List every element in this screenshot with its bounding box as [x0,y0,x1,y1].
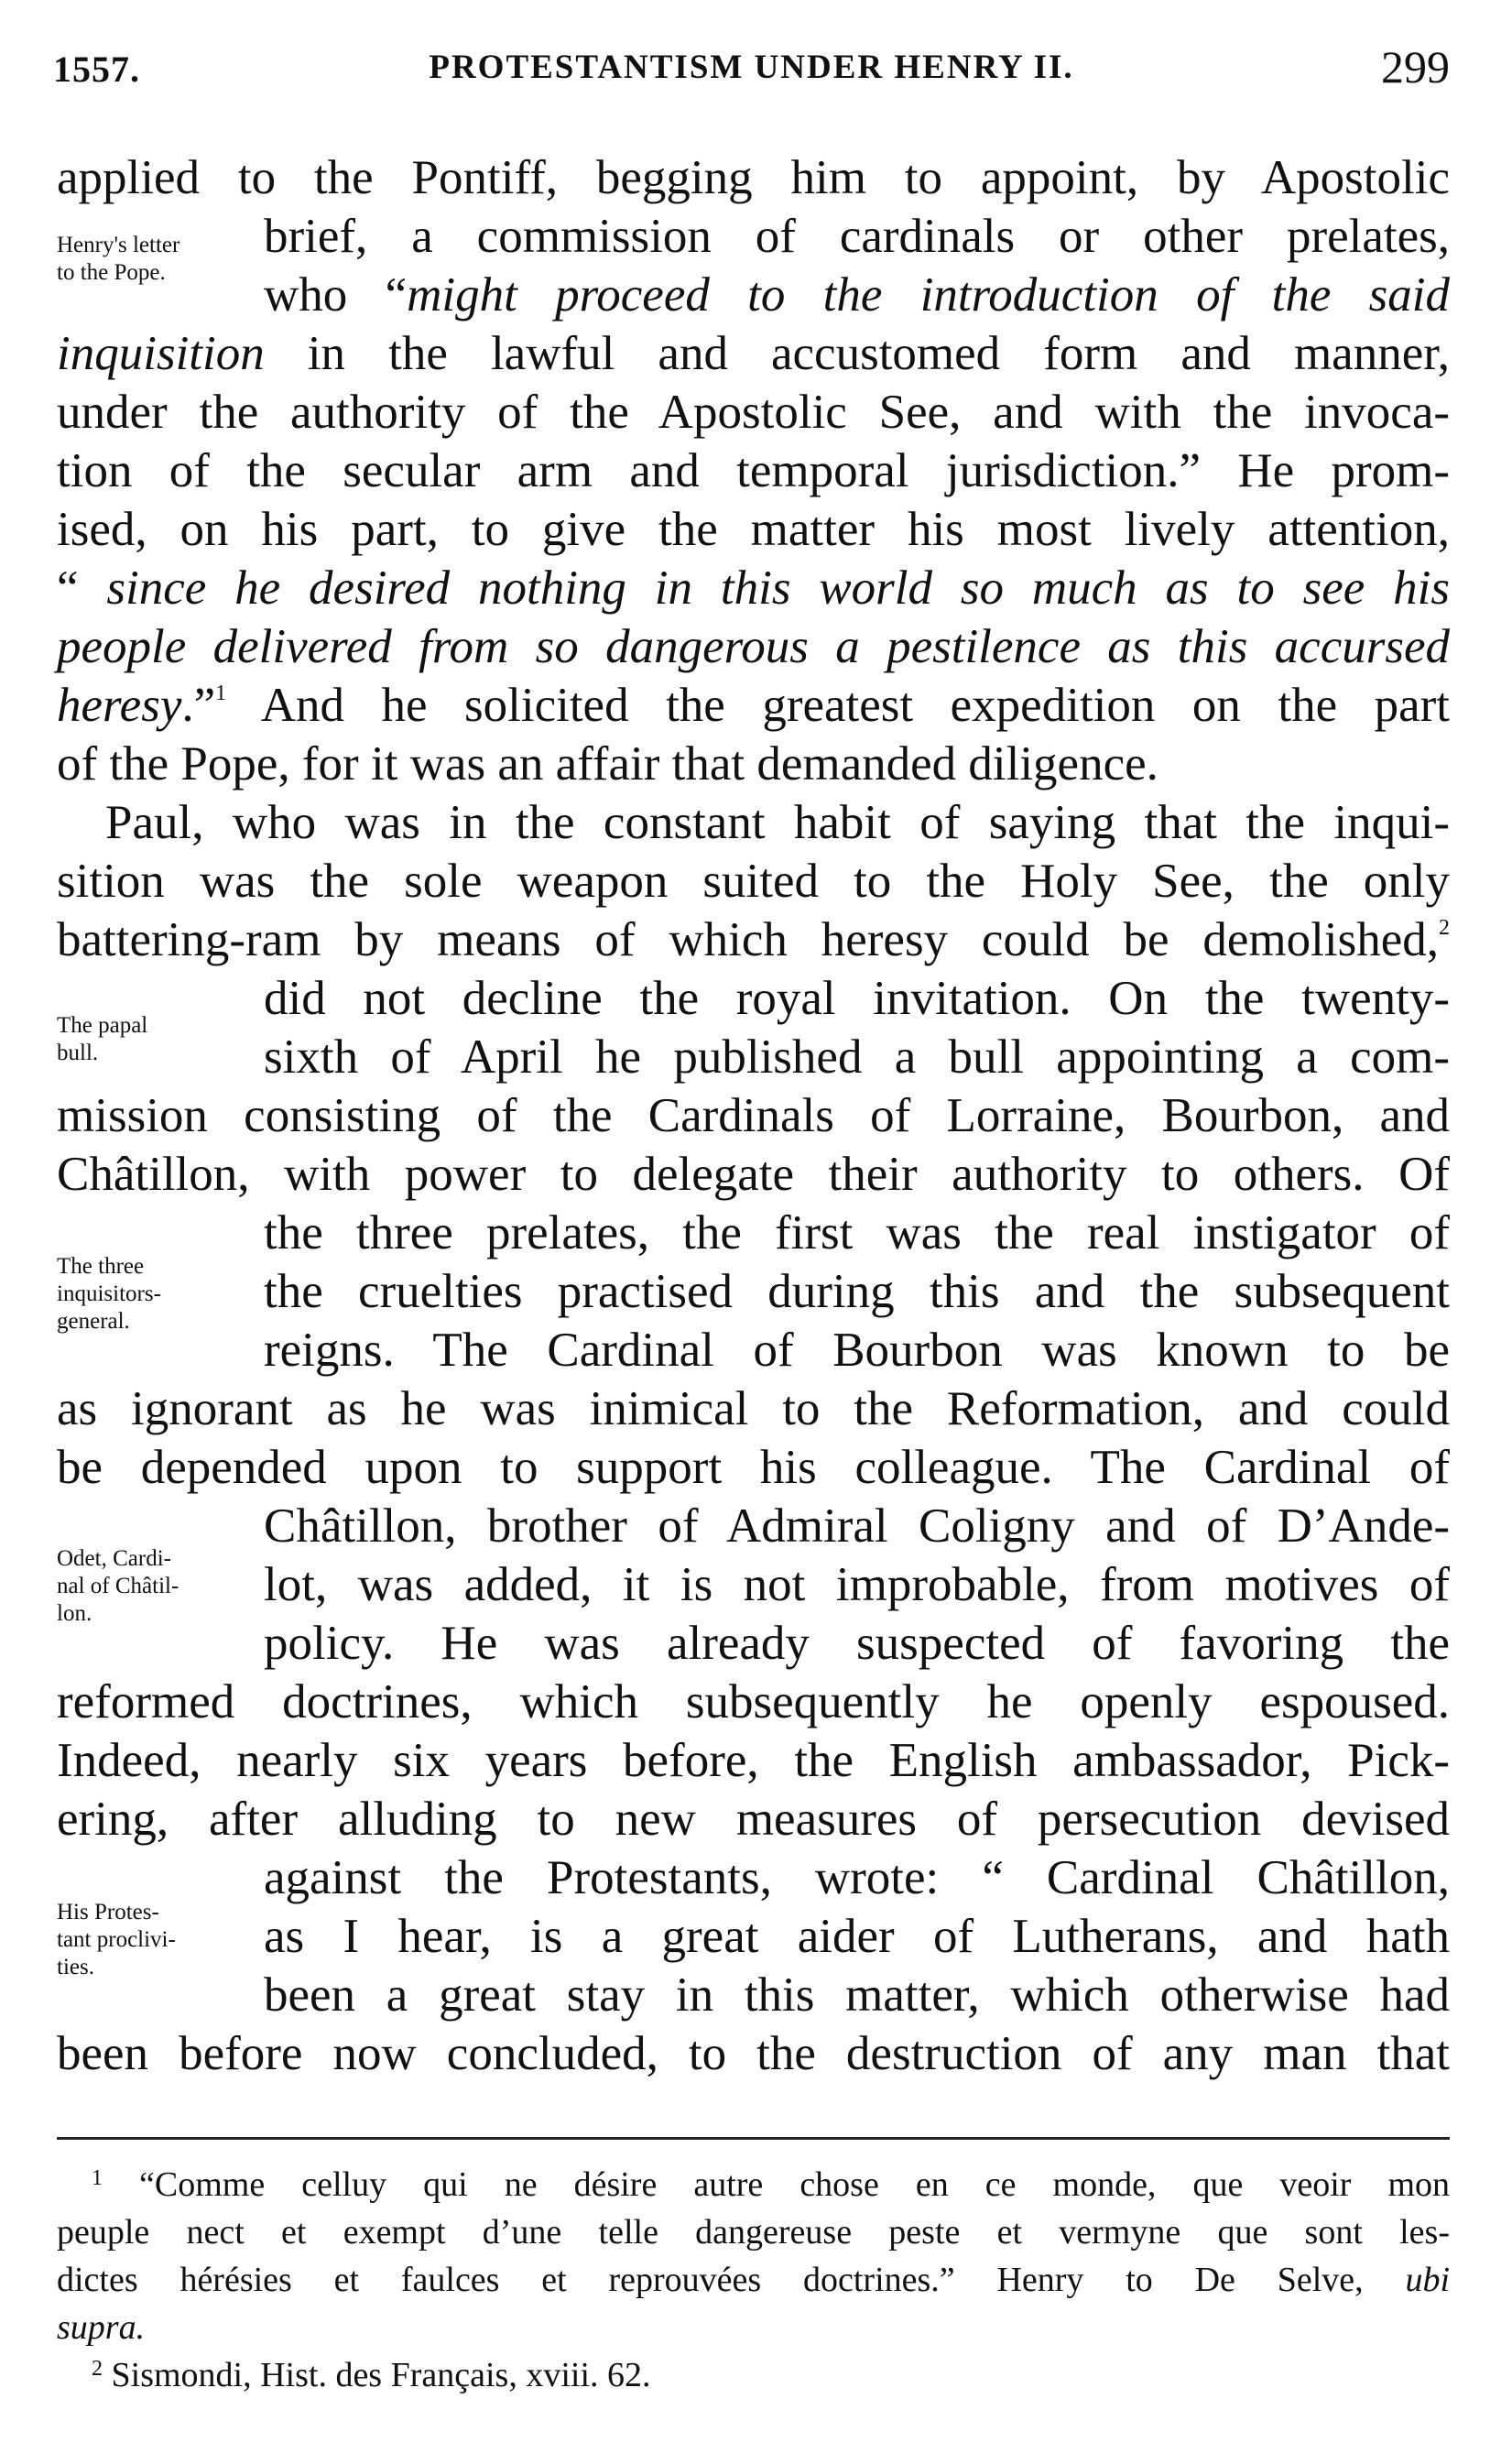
footnote-1-line: peuple nect et exempt d’une telle dangereuse peste et vermyne que sont les- [57,2213,1450,2251]
body-line: sixth of April he published a bull appointing a com- [264,1030,1450,1084]
footnote-1-line [57,2256,1450,2304]
footnote-ref-2[interactable]: 2 [1439,916,1450,940]
body-line: reigns. The Cardinal of Bourbon was known to be [264,1324,1450,1377]
footnote-1-line [92,2161,1450,2208]
body-line: ised, on his part, to give the matter his most lively attention, [57,503,1450,556]
margin-note-line: nal of Châtil- [57,1574,179,1598]
footnote-1-marker: 1 [92,2166,103,2190]
body-line: applied to the Pontiff, begging him to appoint, by Apostolic [57,151,1450,204]
body-line: been a great stay in this matter, which otherwise had [264,1968,1450,2022]
footnote-1-line [57,2304,1450,2351]
footnote-divider [57,2137,1450,2140]
body-line: ering, after alluding to new measures of persecution devised [57,1793,1450,1846]
body-line: as I hear, is a great aider of Lutherans, and hath [264,1910,1450,1963]
body-line: brief, a commission of cardinals or other prelates, [264,210,1450,263]
body-line: as ignorant as he was inimical to the Reformation, and could [57,1382,1450,1435]
body-line [264,266,1450,324]
page-number: 299 [1381,41,1450,93]
footnote-italic: ubi [1405,2261,1450,2299]
margin-note-odet [57,1545,249,1628]
body-line: under the authority of the Apostolic See, and with the invoca- [57,386,1450,439]
body-line [57,324,1450,383]
body-line: the cruelties practised during this and the subsequent [264,1265,1450,1318]
margin-note-line: Henry's letter [57,233,180,257]
footnote-2-line [92,2351,1450,2399]
body-line: Indeed, nearly six years before, the English ambassador, Pick- [57,1734,1450,1787]
body-line: did not decline the royal invitation. On the twenty- [264,972,1450,1025]
running-header [53,41,1450,103]
body-text: And he solicited the greatest expedition on the part [226,679,1450,732]
margin-note-line: lon. [57,1601,92,1626]
header-title: PROTESTANTISM UNDER HENRY II. [429,49,1074,86]
footnote-text: Sismondi, Hist. des Français, xviii. 62. [111,2356,651,2394]
margin-note-line: tant proclivi- [57,1927,176,1952]
margin-note-line: general. [57,1309,130,1334]
body-line: Châtillon, brother of Admiral Coligny and of D’Ande- [264,1499,1450,1553]
footnote-text: dictes hérésies et faulces et reprouvées doctrines.” Henry to De Selve, [57,2261,1406,2299]
body-line: been before now concluded, to the destruction of any man that [57,2027,1450,2080]
body-line: Châtillon, with power to delegate their authority to others. Of [57,1148,1450,1201]
body-italic: might proceed to the introduction of the said [407,268,1450,322]
footnote-text: “Comme celluy qui ne désire autre chose en ce monde, que veoir mon [139,2165,1451,2204]
margin-note-protestant-proclivities [57,1899,249,1981]
footnote-ref-1[interactable]: 1 [215,681,227,705]
footnote-2-marker: 2 [92,2357,103,2381]
body-text: who “ [264,268,408,322]
body-italic: since he desired nothing in this world so much as to see his [106,561,1450,615]
body-text: “ [57,561,107,615]
margin-note-line: The papal [57,1013,148,1038]
body-text: .” [181,679,216,732]
header-year: 1557. [53,49,140,90]
body-line: mission consisting of the Cardinals of Lorraine, Bourbon, and [57,1089,1450,1142]
margin-note-line: The three [57,1254,145,1279]
body-line [57,910,1450,969]
body-line: sition was the sole weapon suited to the Holy See, the only [57,855,1450,908]
footnote-italic: supra. [57,2308,146,2347]
body-line: of the Pope, for it was an affair that demanded diligence. [57,737,1158,790]
body-line: reformed doctrines, which subsequently he openly espoused. [57,1675,1450,1728]
body-line: the three prelates, the first was the real instigator of [264,1206,1450,1259]
body-italic: people delivered from so dangerous a pestilence as this accursed [57,620,1450,673]
body-line: against the Protestants, wrote: “ Cardinal Châtillon, [264,1851,1450,1904]
body-line: be depended upon to support his colleague. The Cardinal of [57,1441,1450,1494]
body-line: Paul, who was in the constant habit of saying that the inqui- [105,796,1450,849]
margin-note-henrys-letter [57,232,249,287]
margin-note-three-inquisitors [57,1253,249,1336]
body-line [57,617,1450,676]
body-text: in the lawful and accustomed form and manner, [264,327,1450,380]
body-text: battering-ram by means of which heresy could be demolished, [57,913,1439,966]
margin-note-line: His Protes- [57,1900,159,1924]
body-line: tion of the secular arm and temporal jurisdiction.” He prom- [57,444,1450,497]
margin-note-line: inquisitors- [57,1281,161,1306]
body-line [57,559,1450,617]
body-italic: heresy [57,679,182,732]
body-line: lot, was added, it is not improbable, from motives of [264,1558,1450,1611]
margin-note-papal-bull [57,1012,249,1067]
body-line: policy. He was already suspected of favoring the [264,1617,1450,1670]
body-italic: inquisition [57,327,265,380]
margin-note-line: bull. [57,1041,99,1065]
margin-note-line: Odet, Cardi- [57,1546,171,1571]
margin-note-line: ties. [57,1955,94,1979]
body-line [57,676,1450,735]
margin-note-line: to the Pope. [57,260,166,285]
